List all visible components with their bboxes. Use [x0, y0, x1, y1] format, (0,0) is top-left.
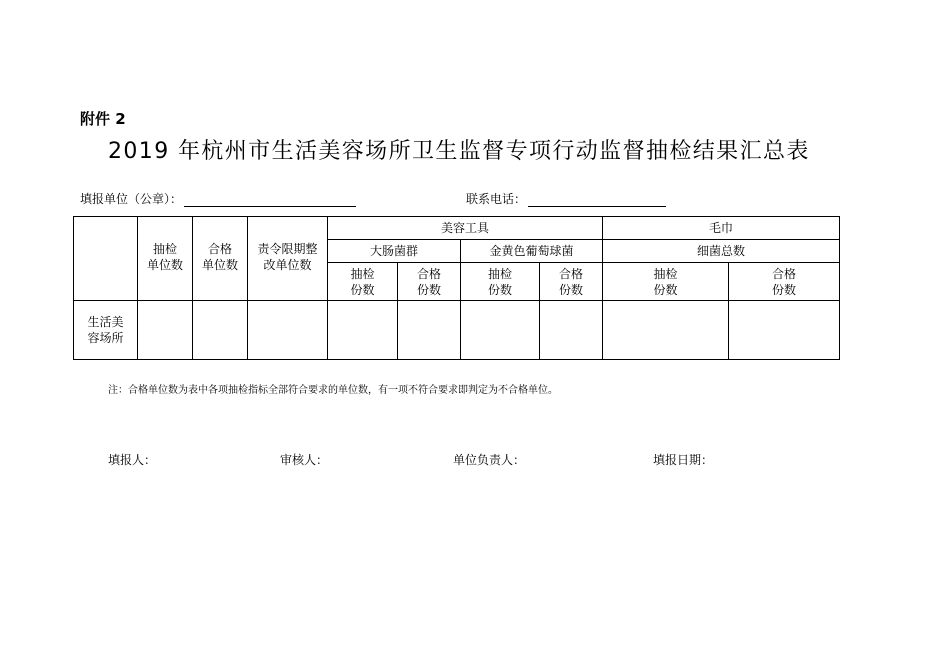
header-bacteria-sampled: 抽检 份数	[603, 263, 729, 301]
page-title: 2019 年杭州市生活美容场所卫生监督专项行动监督抽检结果汇总表	[108, 139, 810, 164]
header-qualified-units: 合格 单位数	[193, 217, 248, 301]
header-towel: 毛巾	[603, 217, 840, 240]
header-bacteria-qualified: 合格 份数	[729, 263, 840, 301]
header-coliform: 大肠菌群	[328, 240, 461, 263]
phone-label: 联系电话：	[466, 192, 527, 206]
header-blank-cell	[74, 217, 138, 301]
phone-blank[interactable]	[528, 192, 666, 207]
summary-table	[73, 216, 840, 360]
table-note: 注：合格单位数为表中各项抽检指标全部符合要求的单位数，有一项不符合要求即判定为不合格单位。	[108, 385, 558, 396]
cell-coliform-sampled[interactable]	[328, 301, 398, 360]
cell-staph-qualified[interactable]	[540, 301, 603, 360]
header-beauty-tools: 美容工具	[328, 217, 603, 240]
cell-qualified-units[interactable]	[193, 301, 248, 360]
header-coliform-sampled: 抽检 份数	[328, 263, 398, 301]
cell-bacteria-sampled[interactable]	[603, 301, 729, 360]
cell-bacteria-qualified[interactable]	[729, 301, 840, 360]
cell-staph-sampled[interactable]	[461, 301, 540, 360]
header-rectify-units: 责令限期整 改单位数	[248, 217, 328, 301]
header-coliform-qualified: 合格 份数	[398, 263, 461, 301]
signature-filler: 填报人：	[108, 453, 157, 467]
signature-reviewer: 审核人：	[280, 453, 329, 467]
row-label-beauty-venue: 生活美 容场所	[74, 301, 138, 360]
fill-unit-blank[interactable]	[184, 192, 356, 207]
cell-coliform-qualified[interactable]	[398, 301, 461, 360]
cell-rectify-units[interactable]	[248, 301, 328, 360]
header-sampled-units: 抽检 单位数	[138, 217, 193, 301]
header-staph-qualified: 合格 份数	[540, 263, 603, 301]
header-staph: 金黄色葡萄球菌	[461, 240, 603, 263]
phone-row	[466, 190, 666, 207]
attachment-label: 附件 2	[80, 110, 126, 128]
fill-unit-label: 填报单位（公章）：	[80, 192, 183, 206]
signature-fill-date: 填报日期：	[653, 453, 714, 467]
cell-sampled-units[interactable]	[138, 301, 193, 360]
signature-unit-head: 单位负责人：	[453, 453, 526, 467]
header-bacteria-total: 细菌总数	[603, 240, 840, 263]
fill-unit-row	[80, 190, 356, 207]
header-staph-sampled: 抽检 份数	[461, 263, 540, 301]
